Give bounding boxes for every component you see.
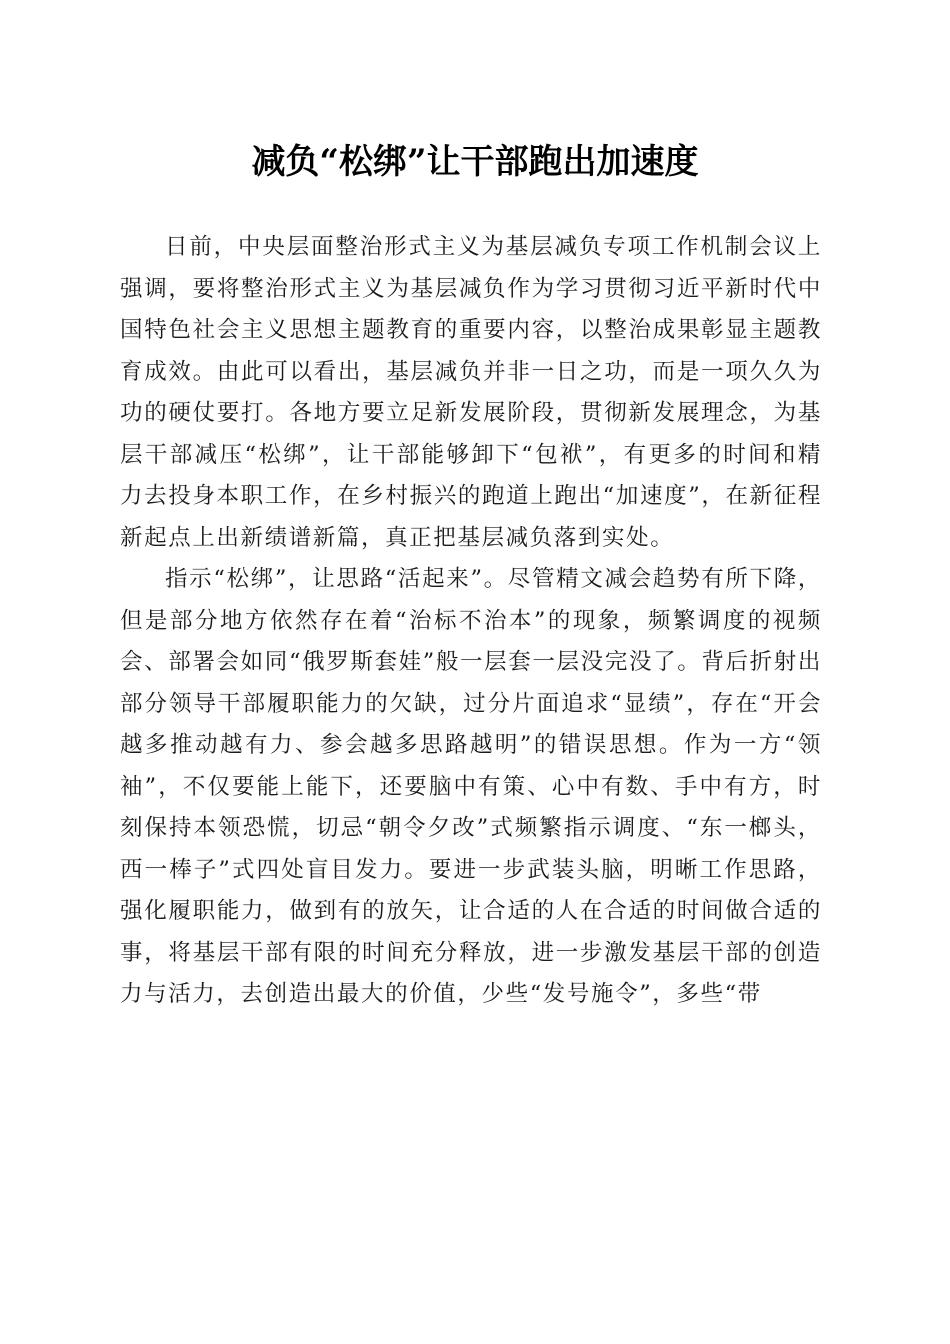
- paragraph-2: 指示“松绑”，让思路“活起来”。尽管精文减会趋势有所下降，但是部分地方依然存在着“治标不治本”的现象，频繁调度的视频会、部署会如同“俄罗斯套娃”般一层套一层没完没了。背后折射出部分领导干部履职能力的欠缺，过分片面追求“显绩”，存在“开会越多推动越有力、参会越多思路越明”的错误思想。作为一方“领袖”，不仅要能上能下，还要脑中有策、心中有数、手中有方，时刻保持本领恐慌，切忌“朝令夕改”式频繁指示调度、“东一榔头，西一棒子”式四处盲目发力。要进一步武装头脑，明晰工作思路，强化履职能力，做到有的放矢，让合适的人在合适的时间做合适的事，将基层干部有限的时间充分释放，进一步激发基层干部的创造力与活力，去创造出最大的价值，少些“发号施令”，多些“带: [120, 566, 822, 1007]
- paragraph-1: 日前，中央层面整治形式主义为基层减负专项工作机制会议上强调，要将整治形式主义为基层减负作为学习贯彻习近平新时代中国特色社会主义思想主题教育的重要内容，以整治成果彰显主题教育成效。由此可以看出，基层减负并非一日之功，而是一项久久为功的硬仗要打。各地方要立足新发展阶段，贯彻新发展理念，为基层干部减压“松绑”，让干部能够卸下“包袱”，有更多的时间和精力去投身本职工作，在乡村振兴的跑道上跑出“加速度”，在新征程新起点上出新绩谱新篇，真正把基层减负落到实处。: [120, 234, 822, 551]
- document-body: [120, 227, 822, 1016]
- document-title: 减负“松绑”让干部跑出加速度: [251, 142, 699, 182]
